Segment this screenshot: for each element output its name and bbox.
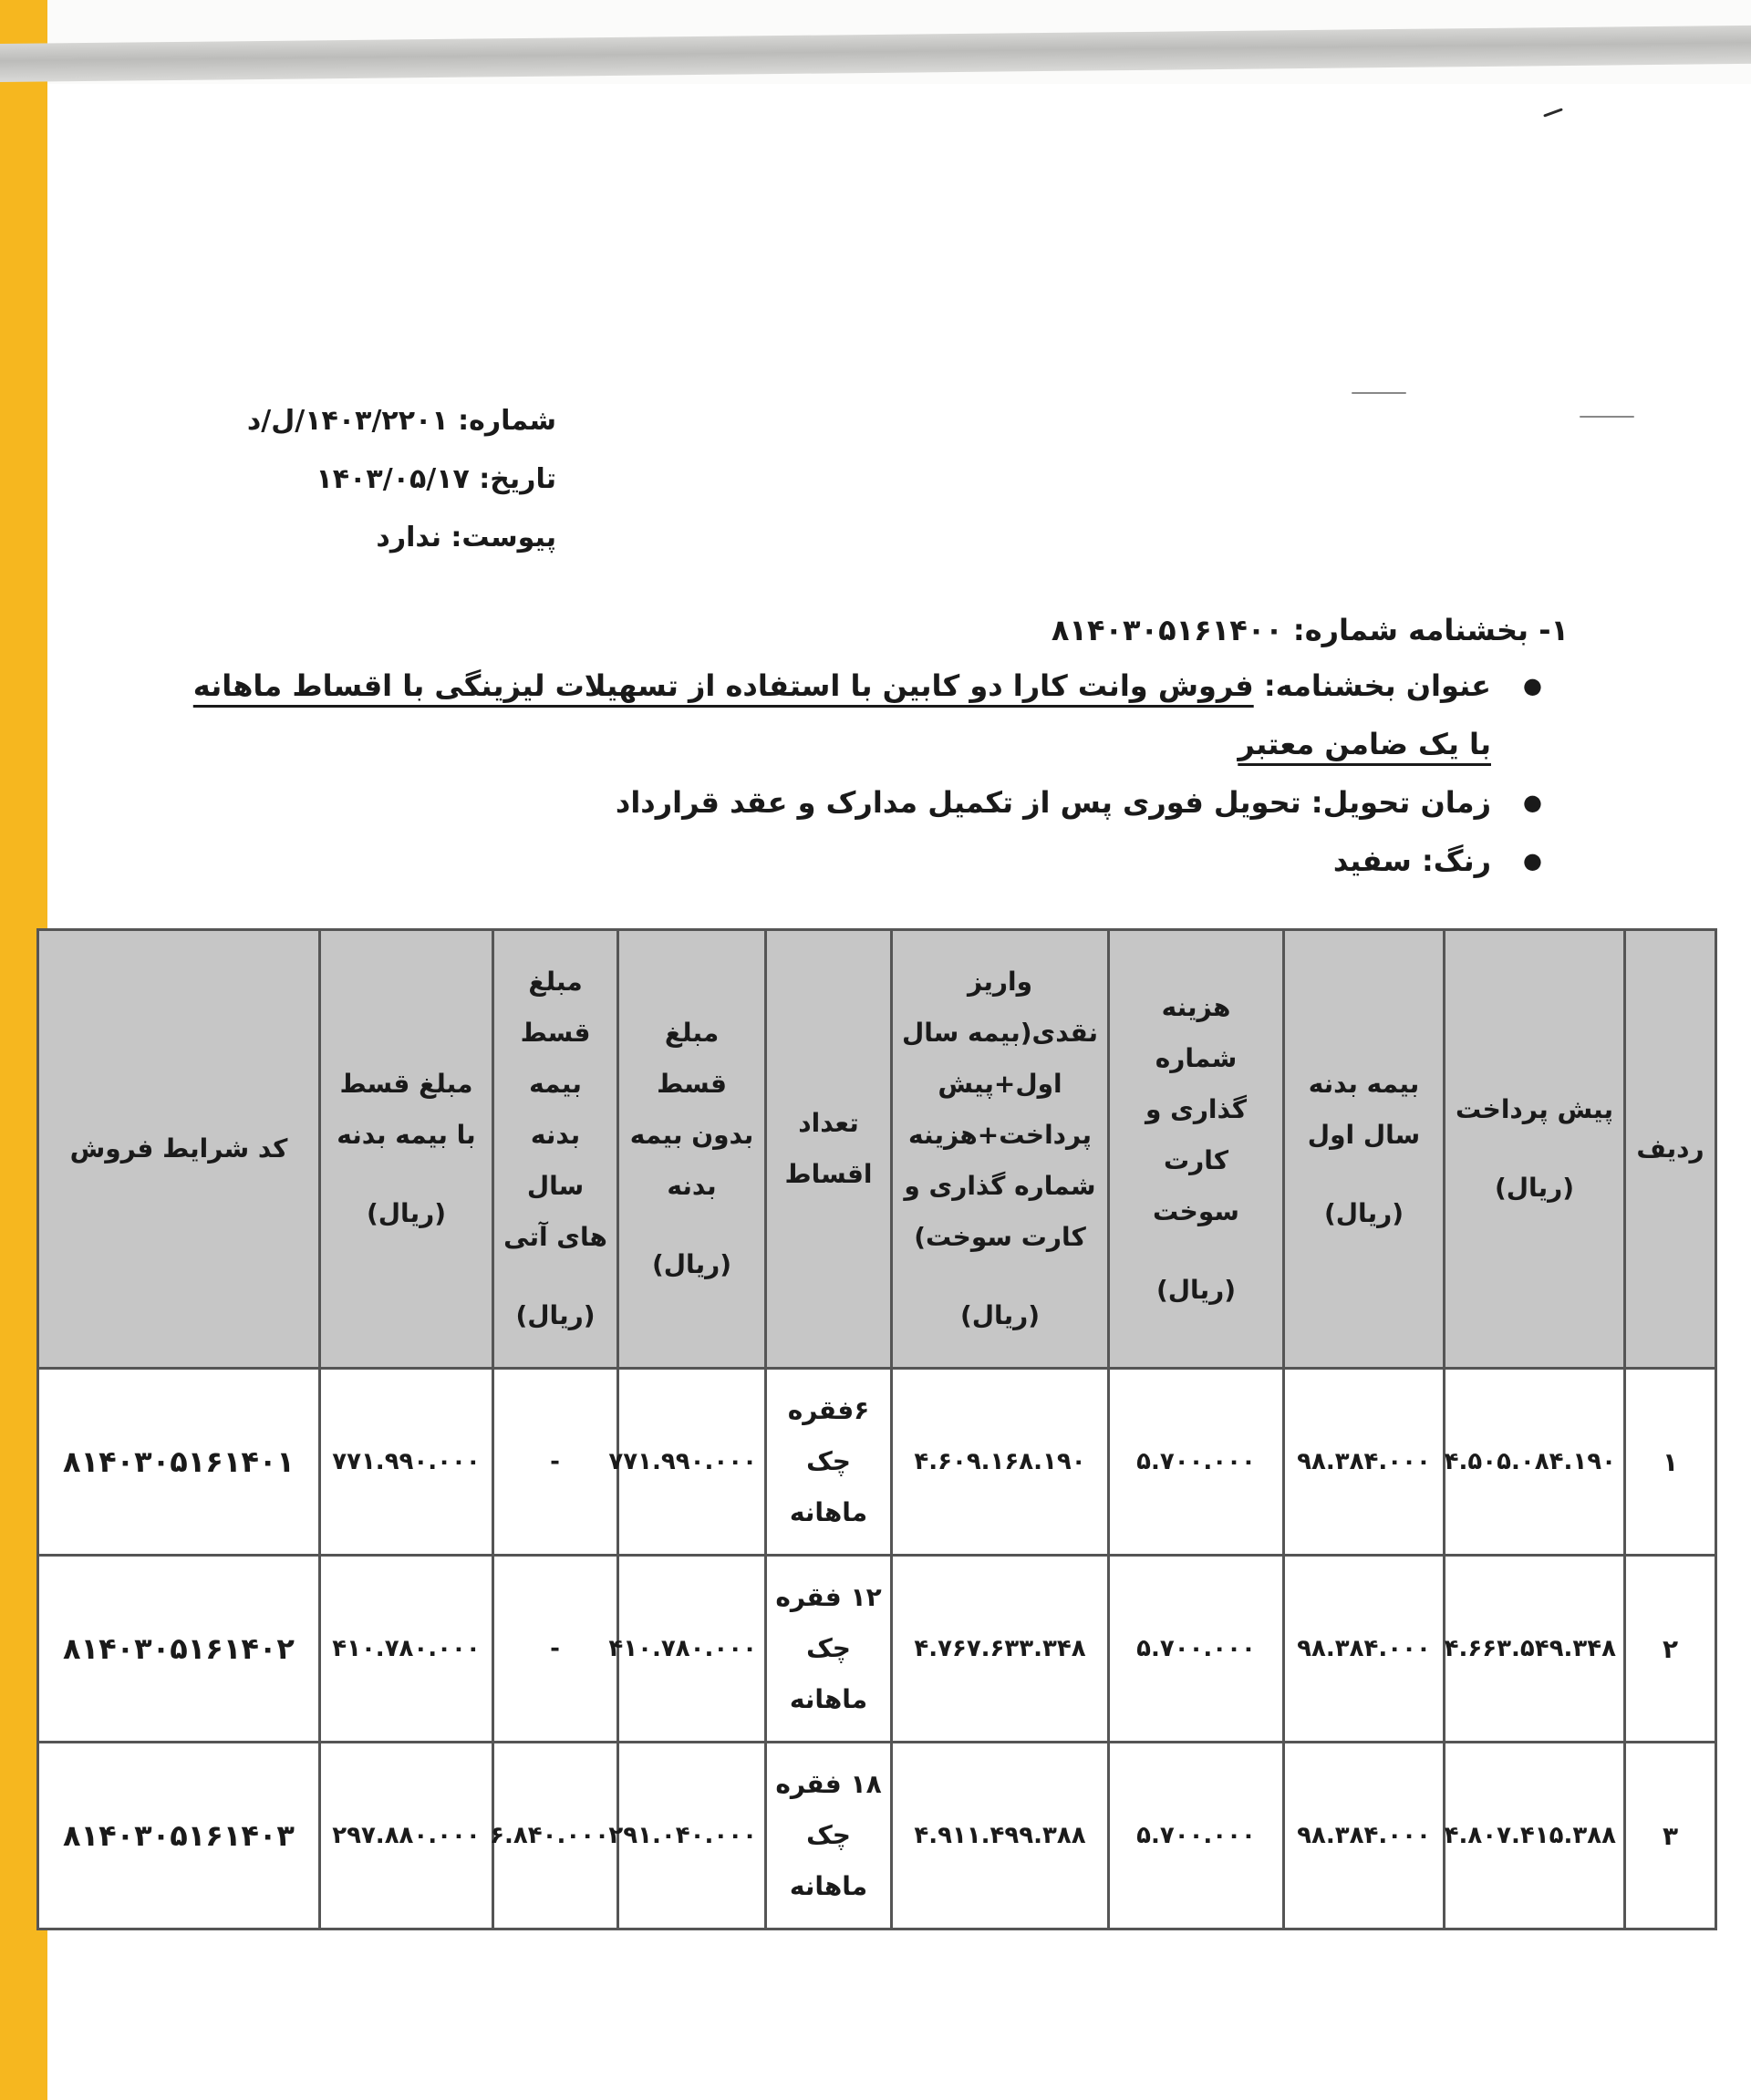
cell-sales-code: ۸۱۴۰۳۰۵۱۶۱۴۰۲	[38, 1556, 320, 1743]
circular-heading: ۱- بخشنامه شماره: ۸۱۴۰۳۰۵۱۶۱۴۰۰	[1051, 613, 1569, 647]
cell-cash-deposit: ۴.۶۰۹.۱۶۸.۱۹۰	[892, 1369, 1109, 1556]
cell-installment-without-insurance: ۷۷۱.۹۹۰.۰۰۰	[618, 1369, 766, 1556]
cell-insurance-first-year: ۹۸.۳۸۴.۰۰۰	[1284, 1556, 1445, 1743]
header-sales-code: کد شرایط فروش	[38, 930, 320, 1369]
cell-plate-fuel-cost: ۵.۷۰۰.۰۰۰	[1109, 1743, 1284, 1929]
table-row	[38, 1369, 1716, 1556]
letter-attachment: پیوست: ندارد	[376, 522, 556, 553]
cell-installment-with-insurance: ۴۱۰.۷۸۰.۰۰۰	[320, 1556, 493, 1743]
cell-sales-code: ۸۱۴۰۳۰۵۱۶۱۴۰۱	[38, 1369, 320, 1556]
redaction-line	[1352, 392, 1406, 394]
header-row-index: ردیف	[1625, 930, 1716, 1369]
delivery-item: ● زمان تحویل: تحویل فوری پس از تکمیل مدارک و عقد قرارداد	[164, 773, 1491, 832]
cell-insurance-first-year: ۹۸.۳۸۴.۰۰۰	[1284, 1369, 1445, 1556]
header-insurance-first-year: بیمه بدنه سال اول (ریال)	[1284, 930, 1445, 1369]
letter-number: شماره: ۱۴۰۳/۲۲۰۱/ل/د	[246, 405, 556, 437]
cell-insurance-first-year: ۹۸.۳۸۴.۰۰۰	[1284, 1743, 1445, 1929]
letter-meta	[246, 392, 556, 567]
cell-prepayment: ۴.۵۰۵.۰۸۴.۱۹۰	[1445, 1369, 1625, 1556]
cell-row-index: ۲	[1625, 1556, 1716, 1743]
sales-conditions-table	[36, 928, 1717, 1930]
cell-installment-with-insurance: ۷۷۱.۹۹۰.۰۰۰	[320, 1369, 493, 1556]
color-item: ● رنگ: سفید	[164, 832, 1491, 890]
cell-row-index: ۱	[1625, 1369, 1716, 1556]
table-row	[38, 1743, 1716, 1929]
circular-bullets	[164, 657, 1569, 890]
table-row	[38, 1556, 1716, 1743]
cell-plate-fuel-cost: ۵.۷۰۰.۰۰۰	[1109, 1556, 1284, 1743]
cell-plate-fuel-cost: ۵.۷۰۰.۰۰۰	[1109, 1369, 1284, 1556]
header-cash-deposit: واریز نقدی(بیمه سال اول+پیش پرداخت+هزینه شماره گذاری و کارت سوخت) (ریال)	[892, 930, 1109, 1369]
cell-prepayment: ۴.۶۶۳.۵۴۹.۳۴۸	[1445, 1556, 1625, 1743]
cell-installment-count: ۱۸ فقره چک ماهانه	[766, 1743, 892, 1929]
header-installment-with-insurance: مبلغ قسط با بیمه بدنه (ریال)	[320, 930, 493, 1369]
cell-installment-insurance-future: -	[493, 1556, 618, 1743]
cell-installment-without-insurance: ۴۱۰.۷۸۰.۰۰۰	[618, 1556, 766, 1743]
circular-title-item	[164, 657, 1491, 773]
redaction-line	[1580, 416, 1634, 418]
cell-cash-deposit: ۴.۹۱۱.۴۹۹.۳۸۸	[892, 1743, 1109, 1929]
header-installment-without-insurance: مبلغ قسط بدون بیمه بدنه (ریال)	[618, 930, 766, 1369]
cell-prepayment: ۴.۸۰۷.۴۱۵.۳۸۸	[1445, 1743, 1625, 1929]
paper-fold-shadow	[0, 26, 1751, 82]
header-plate-fuel-cost: هزینه شماره گذاری و کارت سوخت (ریال)	[1109, 930, 1284, 1369]
header-installment-insurance-future: مبلغ قسط بیمه بدنه سال های آتی (ریال)	[493, 930, 618, 1369]
cell-installment-insurance-future: ۶.۸۴۰.۰۰۰	[493, 1743, 618, 1929]
cell-installment-without-insurance: ۲۹۱.۰۴۰.۰۰۰	[618, 1743, 766, 1929]
stray-mark	[1543, 108, 1563, 117]
cell-installment-count: ۶فقره چک ماهانه	[766, 1369, 892, 1556]
letter-date: تاریخ: ۱۴۰۳/۰۵/۱۷	[316, 463, 556, 495]
circular-title-label: عنوان بخشنامه:	[1263, 668, 1491, 703]
circular-section	[164, 613, 1569, 890]
cell-row-index: ۳	[1625, 1743, 1716, 1929]
cell-installment-count: ۱۲ فقره چک ماهانه	[766, 1556, 892, 1743]
cell-cash-deposit: ۴.۷۶۷.۶۳۳.۳۴۸	[892, 1556, 1109, 1743]
cell-installment-with-insurance: ۲۹۷.۸۸۰.۰۰۰	[320, 1743, 493, 1929]
circular-title-value: فروش وانت کارا دو کابین با استفاده از تسهیلات لیزینگی با اقساط ماهانه با یک ضامن معتبر	[192, 668, 1491, 761]
cell-installment-insurance-future: -	[493, 1369, 618, 1556]
table-header-row	[38, 930, 1716, 1369]
header-installment-count: تعداد اقساط	[766, 930, 892, 1369]
cell-sales-code: ۸۱۴۰۳۰۵۱۶۱۴۰۳	[38, 1743, 320, 1929]
header-prepayment: پیش پرداخت (ریال)	[1445, 930, 1625, 1369]
